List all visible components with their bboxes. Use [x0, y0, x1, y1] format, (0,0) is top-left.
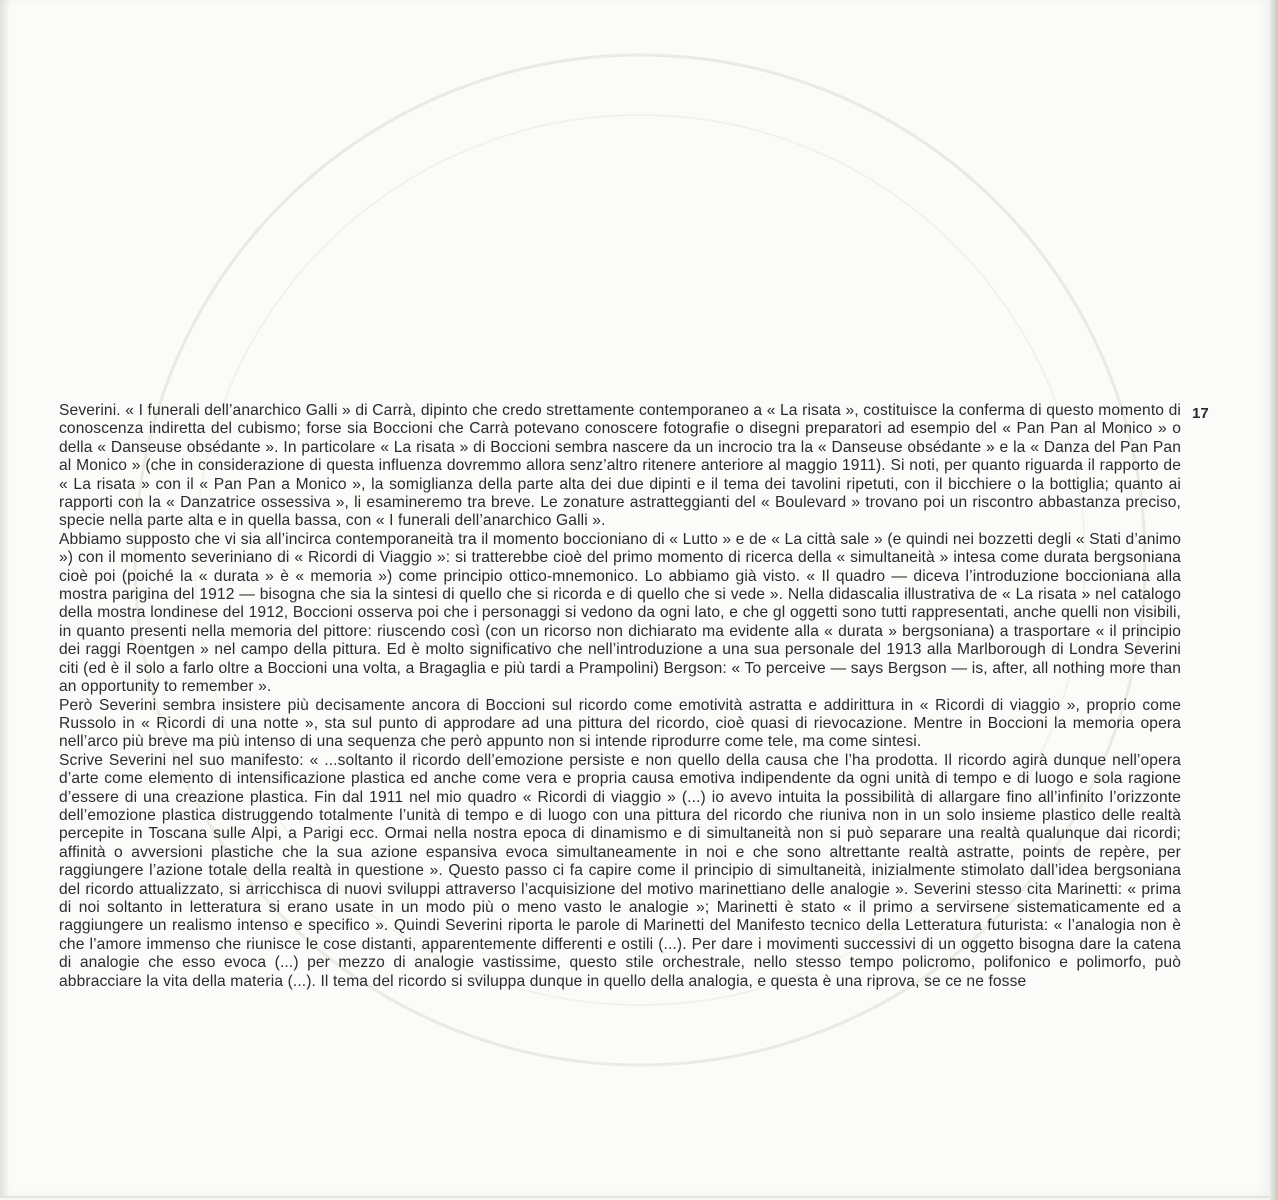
paragraph: Severini. « I funerali dell’anarchico Galli » di Carrà, dipinto che credo strettamente contemporaneo a « La risata », costituisce la conferma di questo momento di conoscenza indiretta del cubismo; forse sia Boccioni che Carrà potevano conoscere fotografie o disegni preparatori ad esempio del « Pan Pan al Monico » o della « Danseuse obsédante ». In particolare « La risata » di Boccioni sembra nascere da un incrocio tra la « Danseuse obsédante » e la « Danza del Pan Pan al Monico » (che in considerazione di questa influenza dovremmo allora senz’altro ritenere anteriore al maggio 1911). Si noti, per quanto riguarda il rapporto de « La risata » con il « Pan Pan a Monico », la somiglianza della parte alta dei due dipinti e il tema dei tavolini ripetuti, con il bicchiere o la bottiglia; quanto ai rapporti con la « Danzatrice ossessiva », li esamineremo tra breve. Le zonature astratteggianti del « Boulevard » trovano poi un riscontro abbastanza preciso, specie nella parte alta e in quella bassa, con « I funerali dell’anarchico Galli ».	[59, 402, 1181, 530]
page-edge	[1270, 0, 1278, 1200]
body-text	[59, 402, 1181, 991]
page-number: 17	[1192, 405, 1209, 422]
spine-shadow	[0, 0, 10, 1196]
paragraph: Scrive Severini nel suo manifesto: « ...soltanto il ricordo dell’emozione persiste e non quello della causa che l’ha prodotta. Il ricordo agirà dunque nell’opera d’arte come elemento di intensificazione plastica ed anche come vera e propria causa emotiva indipendente da ogni unità di tempo e di luogo e sola ragione d’essere di una creazione plastica. Fin dal 1911 nel mio quadro « Ricordi di viaggio » (...) io avevo intuita la possibilità di allargare fino all’infinito l’orizzonte dell’emozione plastica distruggendo totalmente l’unità di tempo e di luogo con una pittura del ricordo che riuniva non in un solo insieme plastico delle realtà percepite in Toscana sulle Alpi, a Parigi ecc. Ormai nella nostra epoca di dinamismo e di simultaneità non si può separare una realtà qualunque dai ricordi; affinità o avversioni plastiche che la sua azione espansiva evoca simultaneamente in noi e che sono altrettante realtà astratte, points de repère, per raggiungere l’azione totale della realtà in questione ». Questo passo ci fa capire come il principio di simultaneità, inizialmente stimolato dall’idea bergsoniana del ricordo attualizzato, si arricchisca di nuovi sviluppi attraverso l’acquisizione del motivo marinettiano delle analogie ». Severini stesso cita Marinetti: « prima di noi soltanto in letteratura si erano usate in un modo più o meno vasto le analogie »; Marinetti è stato « il primo a servirsene sistematicamente ed a raggiungere un realismo intenso e specifico ». Quindi Severini riporta le parole di Marinetti del Manifesto tecnico della Letteratura futurista: « l’analogia non è che l’amore immenso che riunisce le cose distanti, apparentemente differenti e ostili (...). Per dare i movimenti successivi di un oggetto bisogna dare la catena di analogie che esso evoca (...) per mezzo di analogie vastissime, questo stile orchestrale, nello stesso tempo policromo, polifonico e polimorfo, può abbracciare la vita della materia (...). Il tema del ricordo si sviluppa dunque in quello della analogia, e questa è una riprova, se ce ne fosse	[59, 751, 1181, 990]
paragraph: Però Severini sembra insistere più decisamente ancora di Boccioni sul ricordo come emotività astratta e addirittura in « Ricordi di viaggio », proprio come Russolo in « Ricordi di una notte », sta sul punto di approdare ad una pittura del ricordo, cioè quasi di rievocazione. Mentre in Boccioni la memoria opera nell’arco più breve ma più intenso di una sequenza che però appunto non si intende riprodurre come tele, ma come sintesi.	[59, 696, 1181, 751]
paragraph: Abbiamo supposto che vi sia all’incirca contemporaneità tra il momento boccioniano di « Lutto » e de « La città sale » (e quindi nei bozzetti degli « Stati d’animo ») con il momento severiniano di « Ricordi di Viaggio »: si tratterebbe cioè del primo momento di ricerca della « simultaneità » intesa come durata bergsoniana cioè poi (poiché la « durata » è « memoria ») come principio ottico-mnemonico. Lo abbiamo già visto. « Il quadro — diceva l’introduzione boccioniana alla mostra parigina del 1912 — bisogna che sia la sintesi di quello che si ricorda e di quello che si vede ». Nella didascalia illustrativa de « La risata » nel catalogo della mostra londinese del 1912, Boccioni osserva poi che i personaggi si vedono da ogni lato, e che gl oggetti sono tutti rappresentati, anche quelli non visibili, in quanto presenti nella memoria del pittore: riuscendo così (con un ricorso non dichiarato ma evidente alla « durata » bergsoniana) a trasportare « il principio dei raggi Roentgen » nel campo della pittura. Ed è molto significativo che nell’introduzione a una sua personale del 1913 alla Marlborough di Londra Severini citi (ed è il solo a farlo oltre a Boccioni una volta, a Bragaglia e più tardi a Prampolini) Bergson: « To perceive — says Bergson — is, after, all nothing more than an opportunity to remember ».	[59, 530, 1181, 696]
